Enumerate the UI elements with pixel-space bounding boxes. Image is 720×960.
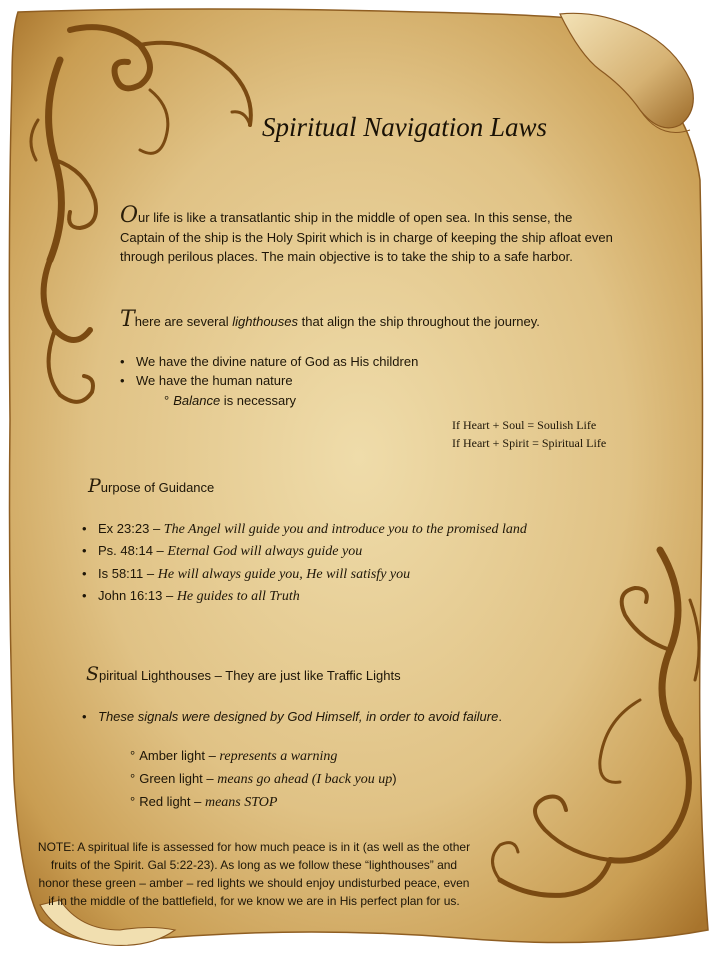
purpose-drop-initial: P <box>88 475 101 497</box>
intro-drop-initial: O <box>120 203 139 228</box>
life-formulas <box>452 416 606 452</box>
list-item: • Ex 23:23 – The Angel will guide you and introduce you to the promised land <box>98 519 527 539</box>
spiritual-lighthouses-heading: Spiritual Lighthouses – They are just like Traffic Lights <box>86 663 401 685</box>
closing-note: NOTE: A spiritual life is assessed for how much peace is in it (as well as the other fruits of the Spirit. Gal 5:22-23). As long as we follow these “lighthouses” and honor these green – amber – red lights we should enjoy undisturbed peace, even if in the middle of the battlefield, for we know we are in His perfect plan for us. <box>37 840 471 908</box>
balance-emphasis: Balance <box>173 393 221 408</box>
light-item-amber: ° Amber light – represents a warning <box>130 746 337 766</box>
balance-subitem: ° Balance is necessary <box>164 391 296 410</box>
intro-paragraph <box>120 203 620 267</box>
light-item-red: ° Red light – means STOP <box>130 792 277 812</box>
purpose-heading: Purpose of Guidance <box>88 475 215 497</box>
light-item-green: ° Green light – means go ahead (I back you up) <box>130 769 397 789</box>
intro-text: ur life is like a transatlantic ship in the middle of open sea. In this sense, the Captain of the ship is the Holy Spirit which is in charge of keeping the ship afloat even through perilous places. The main objective is to take the ship to a safe harbor. <box>120 210 613 264</box>
spiritual-drop-initial: S <box>86 663 100 685</box>
lighthouses-line: There are several lighthouses that align the ship throughout the journey. <box>120 307 540 332</box>
formula-spiritual: If Heart + Spirit = Spiritual Life <box>452 436 607 450</box>
list-item: • Is 58:11 – He will always guide you, He will satisfy you <box>98 564 410 584</box>
parchment-sheet <box>9 9 708 943</box>
formula-soulish: If Heart + Soul = Soulish Life <box>452 418 597 432</box>
list-item-human-nature: • We have the human nature <box>136 371 293 390</box>
list-item-divine-nature: • We have the divine nature of God as His children <box>136 352 418 371</box>
signals-note: • These signals were designed by God Himself, in order to avoid failure. <box>98 707 502 726</box>
page-title: Spiritual Navigation Laws <box>262 112 548 142</box>
lighthouses-drop-initial: T <box>120 307 135 332</box>
list-item: • Ps. 48:14 – Eternal God will always guide you <box>98 541 362 561</box>
list-item: • John 16:13 – He guides to all Truth <box>98 586 300 606</box>
lighthouses-emphasis: lighthouses <box>232 314 299 329</box>
